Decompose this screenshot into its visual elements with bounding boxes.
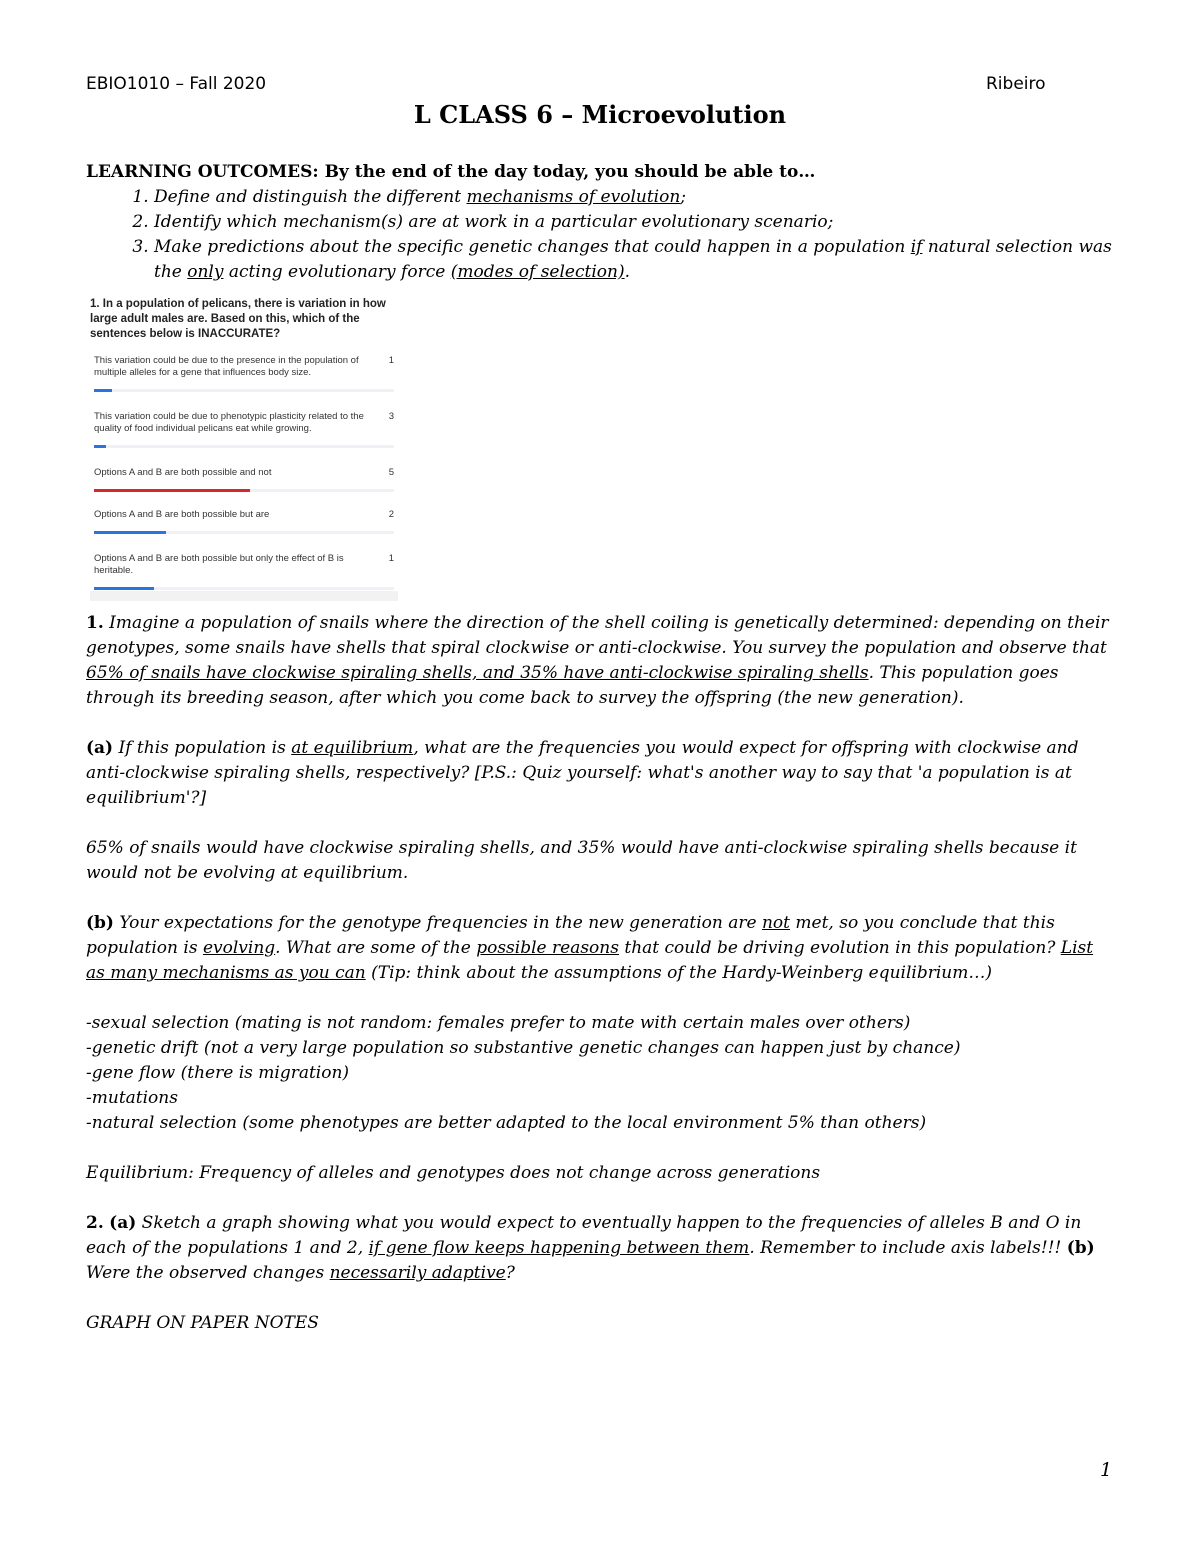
poll-option (94, 553, 394, 581)
poll-bar-fill (94, 587, 154, 590)
mechanism-item: -genetic drift (not a very large population so substantive genetic changes can happen just by chance) (86, 1038, 961, 1058)
poll-bar-fill (94, 445, 106, 448)
poll-bar-track (94, 445, 394, 448)
poll-option-count: 3 (388, 411, 394, 422)
poll-footer-fade (90, 591, 398, 601)
poll-option-text: This variation could be due to the presence in the population of multiple alleles for a gene that influences body size. (94, 355, 359, 378)
learning-outcomes-heading: LEARNING OUTCOMES: By the end of the day today, you should be able to… (86, 162, 816, 182)
poll-bar-fill (94, 389, 112, 392)
question-2: 2. (a) Sketch a graph showing what you would expect to eventually happen to the frequencies of alleles B and O in each of the populations 1 and 2, if gene flow keeps happening between them. Remember to include axis labels!!! (b) Were the observed changes necessarily adaptive? (86, 1213, 1095, 1283)
mechanism-item: -mutations (86, 1088, 178, 1108)
poll-bar-track (94, 489, 394, 492)
poll-option-count: 2 (388, 509, 394, 520)
learning-outcomes-list (86, 185, 1116, 285)
outcome-item: 3. Make predictions about the specific genetic changes that could happen in a population if natural selection was the only acting evolutionary force (modes of selection). (154, 235, 1116, 285)
poll-bar-track (94, 389, 394, 392)
page-title: L CLASS 6 – Microevolution (413, 100, 787, 129)
document-body (86, 160, 1116, 1336)
equilibrium-note: Equilibrium: Frequency of alleles and genotypes does not change across generations (86, 1163, 821, 1183)
page-number: 1 (1100, 1459, 1113, 1481)
question-1b: (b) Your expectations for the genotype frequencies in the new generation are not met, so you conclude that this population is evolving. What are some of the possible reasons that could be driving evolution in this population? List as many mechanisms as you can (Tip: think about the assumptions of the Hardy-Weinberg equilibrium…) (86, 913, 1094, 983)
course-header: EBIO1010 – Fall 2020 (86, 74, 267, 94)
outcome-item: 1. Define and distinguish the different mechanisms of evolution; (154, 185, 1116, 210)
poll-question: 1. In a population of pelicans, there is variation in how large adult males are. Based on this, which of the sentences below is INACCURATE? (90, 298, 386, 340)
poll-bar-fill (94, 489, 250, 492)
poll-option (94, 355, 394, 383)
poll-option (94, 411, 394, 439)
poll-option-count: 1 (388, 355, 394, 366)
graph-note: GRAPH ON PAPER NOTES (86, 1313, 319, 1333)
poll-option (94, 467, 394, 483)
answer-1a: 65% of snails would have clockwise spiraling shells, and 35% would have anti-clockwise spiraling shells because it would not be evolving at equilibrium. (86, 838, 1077, 883)
poll-bar-fill (94, 531, 166, 534)
poll-option (94, 509, 394, 525)
poll-bar-track (94, 587, 394, 590)
poll-option-count: 5 (388, 467, 394, 478)
mechanism-item: -sexual selection (mating is not random: females prefer to mate with certain males over others) (86, 1013, 911, 1033)
poll-option-text: This variation could be due to phenotypic plasticity related to the quality of food individual pelicans eat while growing. (94, 411, 364, 434)
poll-bar-track (94, 531, 394, 534)
question-1a: (a) If this population is at equilibrium, what are the frequencies you would expect for offspring with clockwise and anti-clockwise spiraling shells, respectively? [P.S.: Quiz yourself: what's another way to say that 'a population is at equilibrium'?] (86, 738, 1079, 808)
poll-option-text: Options A and B are both possible and not (94, 467, 272, 478)
instructor-header: Ribeiro (986, 74, 1046, 94)
poll-option-text: Options A and B are both possible but only the effect of B is heritable. (94, 553, 344, 576)
poll-option-count: 1 (388, 553, 394, 564)
poll-results-screenshot (90, 295, 398, 601)
answer-1b-list (86, 1011, 1116, 1136)
outcome-item: 2. Identify which mechanism(s) are at work in a particular evolutionary scenario; (154, 210, 1116, 235)
question-1: 1. Imagine a population of snails where the direction of the shell coiling is genetically determined: depending on their genotypes, some snails have shells that spiral clockwise or anti-clockwise. You survey the population and observe that 65% of snails have clockwise spiraling shells, and 35% have anti-clockwise spiraling shells. This population goes through its breeding season, after which you come back to survey the offspring (the new generation). (86, 613, 1109, 708)
mechanism-item: -gene flow (there is migration) (86, 1063, 350, 1083)
mechanism-item: -natural selection (some phenotypes are better adapted to the local environment 5% than others) (86, 1113, 927, 1133)
poll-option-text: Options A and B are both possible but are (94, 509, 270, 520)
